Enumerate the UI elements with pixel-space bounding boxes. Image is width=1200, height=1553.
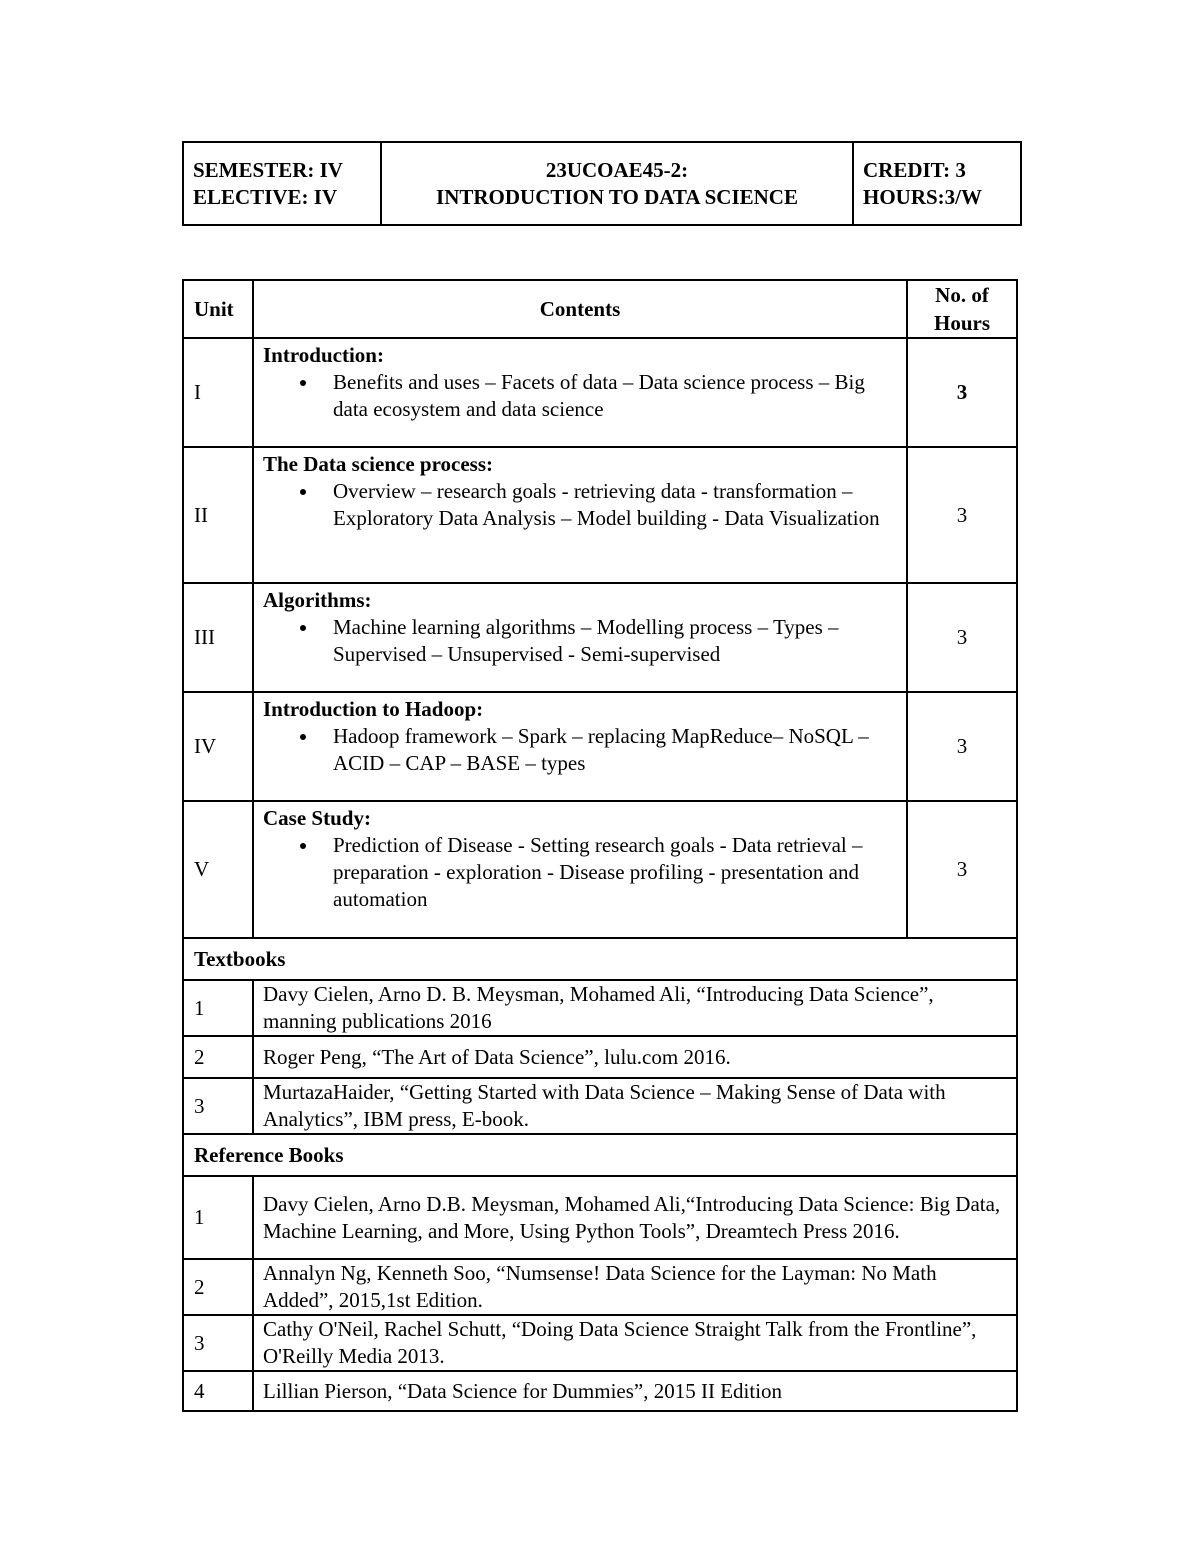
unit-title: Introduction:	[263, 343, 384, 367]
hours-header-line-2: Hours	[933, 311, 990, 335]
unit-row	[183, 338, 1017, 447]
course-title: INTRODUCTION TO DATA SCIENCE	[436, 184, 798, 209]
topic-item	[333, 369, 897, 423]
topic-list	[263, 723, 897, 777]
unit-row	[183, 447, 1017, 583]
unit-row	[183, 692, 1017, 801]
unit-number: II	[183, 447, 253, 583]
reference-number: 3	[183, 1315, 253, 1371]
textbook-number: 1	[183, 980, 253, 1036]
reference-row	[183, 1315, 1017, 1371]
unit-title: The Data science process:	[263, 452, 493, 476]
textbook-row	[183, 980, 1017, 1036]
unit-number: I	[183, 338, 253, 447]
topic-list	[263, 832, 897, 913]
contents-column-header: Contents	[253, 280, 907, 338]
topic-text: Overview – research goals - retrieving data - transformation – Exploratory Data Analysis – Model building - Data Visualization	[333, 479, 880, 530]
unit-column-header: Unit	[183, 280, 253, 338]
reference-number: 1	[183, 1176, 253, 1259]
textbook-citation: Davy Cielen, Arno D. B. Meysman, Mohamed Ali, “Introducing Data Science”, manning publications 2016	[253, 980, 1017, 1036]
syllabus-table	[182, 279, 1018, 1412]
reference-books-section-row	[183, 1134, 1017, 1176]
unit-contents	[253, 338, 907, 447]
bullet-icon	[300, 380, 306, 386]
textbooks-heading: Textbooks	[183, 938, 1017, 980]
textbook-row	[183, 1036, 1017, 1078]
unit-number: V	[183, 801, 253, 938]
topic-list	[263, 478, 897, 532]
unit-title: Case Study:	[263, 806, 371, 830]
topic-item	[333, 832, 897, 913]
credit-label: CREDIT: 3	[863, 157, 966, 182]
textbook-citation: MurtazaHaider, “Getting Started with Data Science – Making Sense of Data with Analytics”, IBM press, E-book.	[253, 1078, 1017, 1134]
syllabus-header-row	[183, 280, 1017, 338]
unit-contents	[253, 801, 907, 938]
unit-contents	[253, 583, 907, 692]
textbooks-section-row	[183, 938, 1017, 980]
unit-contents	[253, 447, 907, 583]
topic-item	[333, 723, 897, 777]
bullet-icon	[300, 734, 306, 740]
unit-title: Algorithms:	[263, 588, 372, 612]
topic-text: Benefits and uses – Facets of data – Data science process – Big data ecosystem and data science	[333, 370, 865, 421]
course-header-row	[183, 142, 1021, 225]
topic-item	[333, 614, 897, 668]
semester-cell	[183, 142, 381, 225]
textbook-number: 2	[183, 1036, 253, 1078]
reference-citation: Cathy O'Neil, Rachel Schutt, “Doing Data Science Straight Talk from the Frontline”, O'Reilly Media 2013.	[253, 1315, 1017, 1371]
textbook-citation: Roger Peng, “The Art of Data Science”, lulu.com 2016.	[253, 1036, 1017, 1078]
topic-list	[263, 614, 897, 668]
unit-hours: 3	[907, 583, 1017, 692]
bullet-icon	[300, 843, 306, 849]
topic-text: Machine learning algorithms – Modelling process – Types – Supervised – Unsupervised - Semi-supervised	[333, 615, 839, 666]
reference-row	[183, 1176, 1017, 1259]
unit-hours: 3	[907, 801, 1017, 938]
elective-label: ELECTIVE: IV	[193, 184, 338, 209]
reference-citation: Davy Cielen, Arno D.B. Meysman, Mohamed Ali,“Introducing Data Science: Big Data, Machine Learning, and More, Using Python Tools”, Dreamtech Press 2016.	[253, 1176, 1017, 1259]
reference-row	[183, 1371, 1017, 1411]
hours-column-header	[907, 280, 1017, 338]
unit-hours: 3	[907, 338, 1017, 447]
unit-number: IV	[183, 692, 253, 801]
bullet-icon	[300, 489, 306, 495]
hours-header-line-1: No. of	[935, 283, 989, 307]
course-code: 23UCOAE45-2:	[545, 157, 689, 182]
topic-text: Hadoop framework – Spark – replacing MapReduce– NoSQL – ACID – CAP – BASE – types	[333, 724, 869, 775]
credit-cell	[853, 142, 1021, 225]
textbook-number: 3	[183, 1078, 253, 1134]
textbook-row	[183, 1078, 1017, 1134]
course-title-cell	[381, 142, 853, 225]
reference-number: 4	[183, 1371, 253, 1411]
topic-item	[333, 478, 897, 532]
unit-row	[183, 583, 1017, 692]
semester-label: SEMESTER: IV	[193, 157, 343, 182]
unit-hours: 3	[907, 447, 1017, 583]
unit-hours: 3	[907, 692, 1017, 801]
unit-number: III	[183, 583, 253, 692]
topic-text: Prediction of Disease - Setting research goals - Data retrieval – preparation - exploration - Disease profiling - presentation and automation	[333, 833, 863, 911]
topic-list	[263, 369, 897, 423]
reference-citation: Lillian Pierson, “Data Science for Dummies”, 2015 II Edition	[253, 1371, 1017, 1411]
unit-title: Introduction to Hadoop:	[263, 697, 484, 721]
bullet-icon	[300, 625, 306, 631]
hours-per-week-label: HOURS:3/W	[863, 184, 983, 209]
course-header-table	[182, 141, 1022, 226]
reference-number: 2	[183, 1259, 253, 1315]
reference-citation: Annalyn Ng, Kenneth Soo, “Numsense! Data Science for the Layman: No Math Added”, 2015,1st Edition.	[253, 1259, 1017, 1315]
unit-contents	[253, 692, 907, 801]
unit-row	[183, 801, 1017, 938]
reference-row	[183, 1259, 1017, 1315]
reference-books-heading: Reference Books	[183, 1134, 1017, 1176]
